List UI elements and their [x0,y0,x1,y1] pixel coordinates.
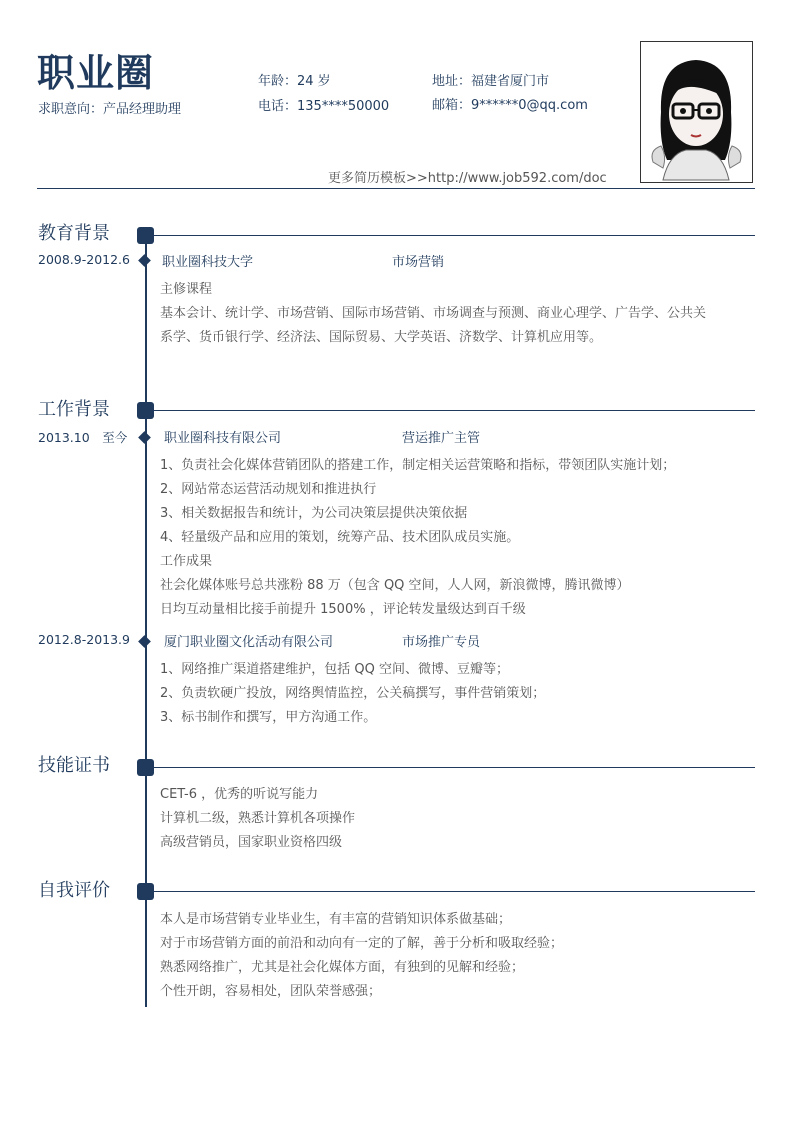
more-templates-link[interactable]: 更多简历模板>>http://www.job592.com/doc [328,171,607,186]
education-date: 2008.9-2012.6 [38,252,130,267]
address-info: 地址：福建省厦门市 [432,74,550,89]
section-title-self-eval: 自我评价 [38,880,110,901]
section-marker-education [137,227,154,244]
section-line-skills [153,767,755,768]
email-info: 邮箱：9******0@qq.com [432,98,588,113]
job2-position: 市场推广专员 [402,635,481,650]
job1-line: 日均互动量相比接手前提升 1500% ，评论转发量级达到百千级 [160,602,526,617]
job2-line: 2、负责软硬广投放，网络舆情监控，公关稿撰写，事件营销策划； [160,686,546,701]
job2-line: 3、标书制作和撰写，甲方沟通工作。 [160,710,377,725]
timeline-dot [138,635,151,648]
section-line-work [153,410,755,411]
section-line-self-eval [153,891,755,892]
timeline-dot [138,254,151,267]
job1-date: 2013.10 至今 [38,430,128,445]
job1-line: 1、负责社会化媒体营销团队的搭建工作，制定相关运营策略和指标，带领团队实施计划； [160,458,676,473]
courses-line-2: 系学、货币银行学、经济法、国际贸易、大学英语、济数学、计算机应用等。 [160,330,603,345]
job1-position: 营运推广主管 [402,431,481,446]
phone-info: 电话：135****50000 [258,99,390,114]
self-eval-line: 个性开朗，容易相处，团队荣誉感强； [160,984,382,999]
job2-company: 厦门职业圈文化活动有限公司 [164,635,334,650]
header-divider [37,188,755,189]
skill-item: CET-6 ，优秀的听说写能力 [160,787,319,802]
courses-label: 主修课程 [160,282,213,297]
skill-item: 高级营销员，国家职业资格四级 [160,835,343,850]
self-eval-line: 本人是市场营销专业毕业生，有丰富的营销知识体系做基础； [160,912,512,927]
self-eval-line: 对于市场营销方面的前沿和动向有一定的了解，善于分析和吸取经验； [160,936,564,951]
job1-line: 2、网站常态运营活动规划和推进执行 [160,482,377,497]
section-title-work: 工作背景 [38,399,110,420]
section-marker-skills [137,759,154,776]
job2-date: 2012.8-2013.9 [38,632,130,647]
timeline-dot [138,431,151,444]
job1-line: 3、相关数据报告和统计，为公司决策层提供决策依据 [160,506,468,521]
job2-line: 1、网络推广渠道搭建维护，包括 QQ 空间、微博、豆瓣等； [160,662,510,677]
cartoon-girl-avatar-icon [641,42,752,182]
self-eval-line: 熟悉网络推广，尤其是社会化媒体方面，有独到的见解和经验； [160,960,525,975]
school-name: 职业圈科技大学 [162,255,254,270]
profile-photo [640,41,753,183]
section-title-education: 教育背景 [38,223,110,244]
job1-line: 社会化媒体账号总共涨粉 88 万（包含 QQ 空间，人人网，新浪微博，腾讯微博） [160,578,630,593]
section-marker-work [137,402,154,419]
resume-name: 职业圈 [37,51,155,95]
job1-company: 职业圈科技有限公司 [164,431,282,446]
job1-line: 4、轻量级产品和应用的策划，统筹产品、技术团队成员实施。 [160,530,520,545]
skill-item: 计算机二级，熟悉计算机各项操作 [160,811,356,826]
courses-line-1: 基本会计、统计学、市场营销、国际市场营销、市场调查与预测、商业心理学、广告学、公共关 [160,306,707,321]
section-marker-self-eval [137,883,154,900]
job-intent: 求职意向：产品经理助理 [38,102,182,117]
job1-achievements-label: 工作成果 [160,554,213,569]
age-info: 年龄：24 岁 [258,74,331,89]
section-title-skills: 技能证书 [38,755,110,776]
section-line-education [153,235,755,236]
major-name: 市场营销 [392,255,445,270]
